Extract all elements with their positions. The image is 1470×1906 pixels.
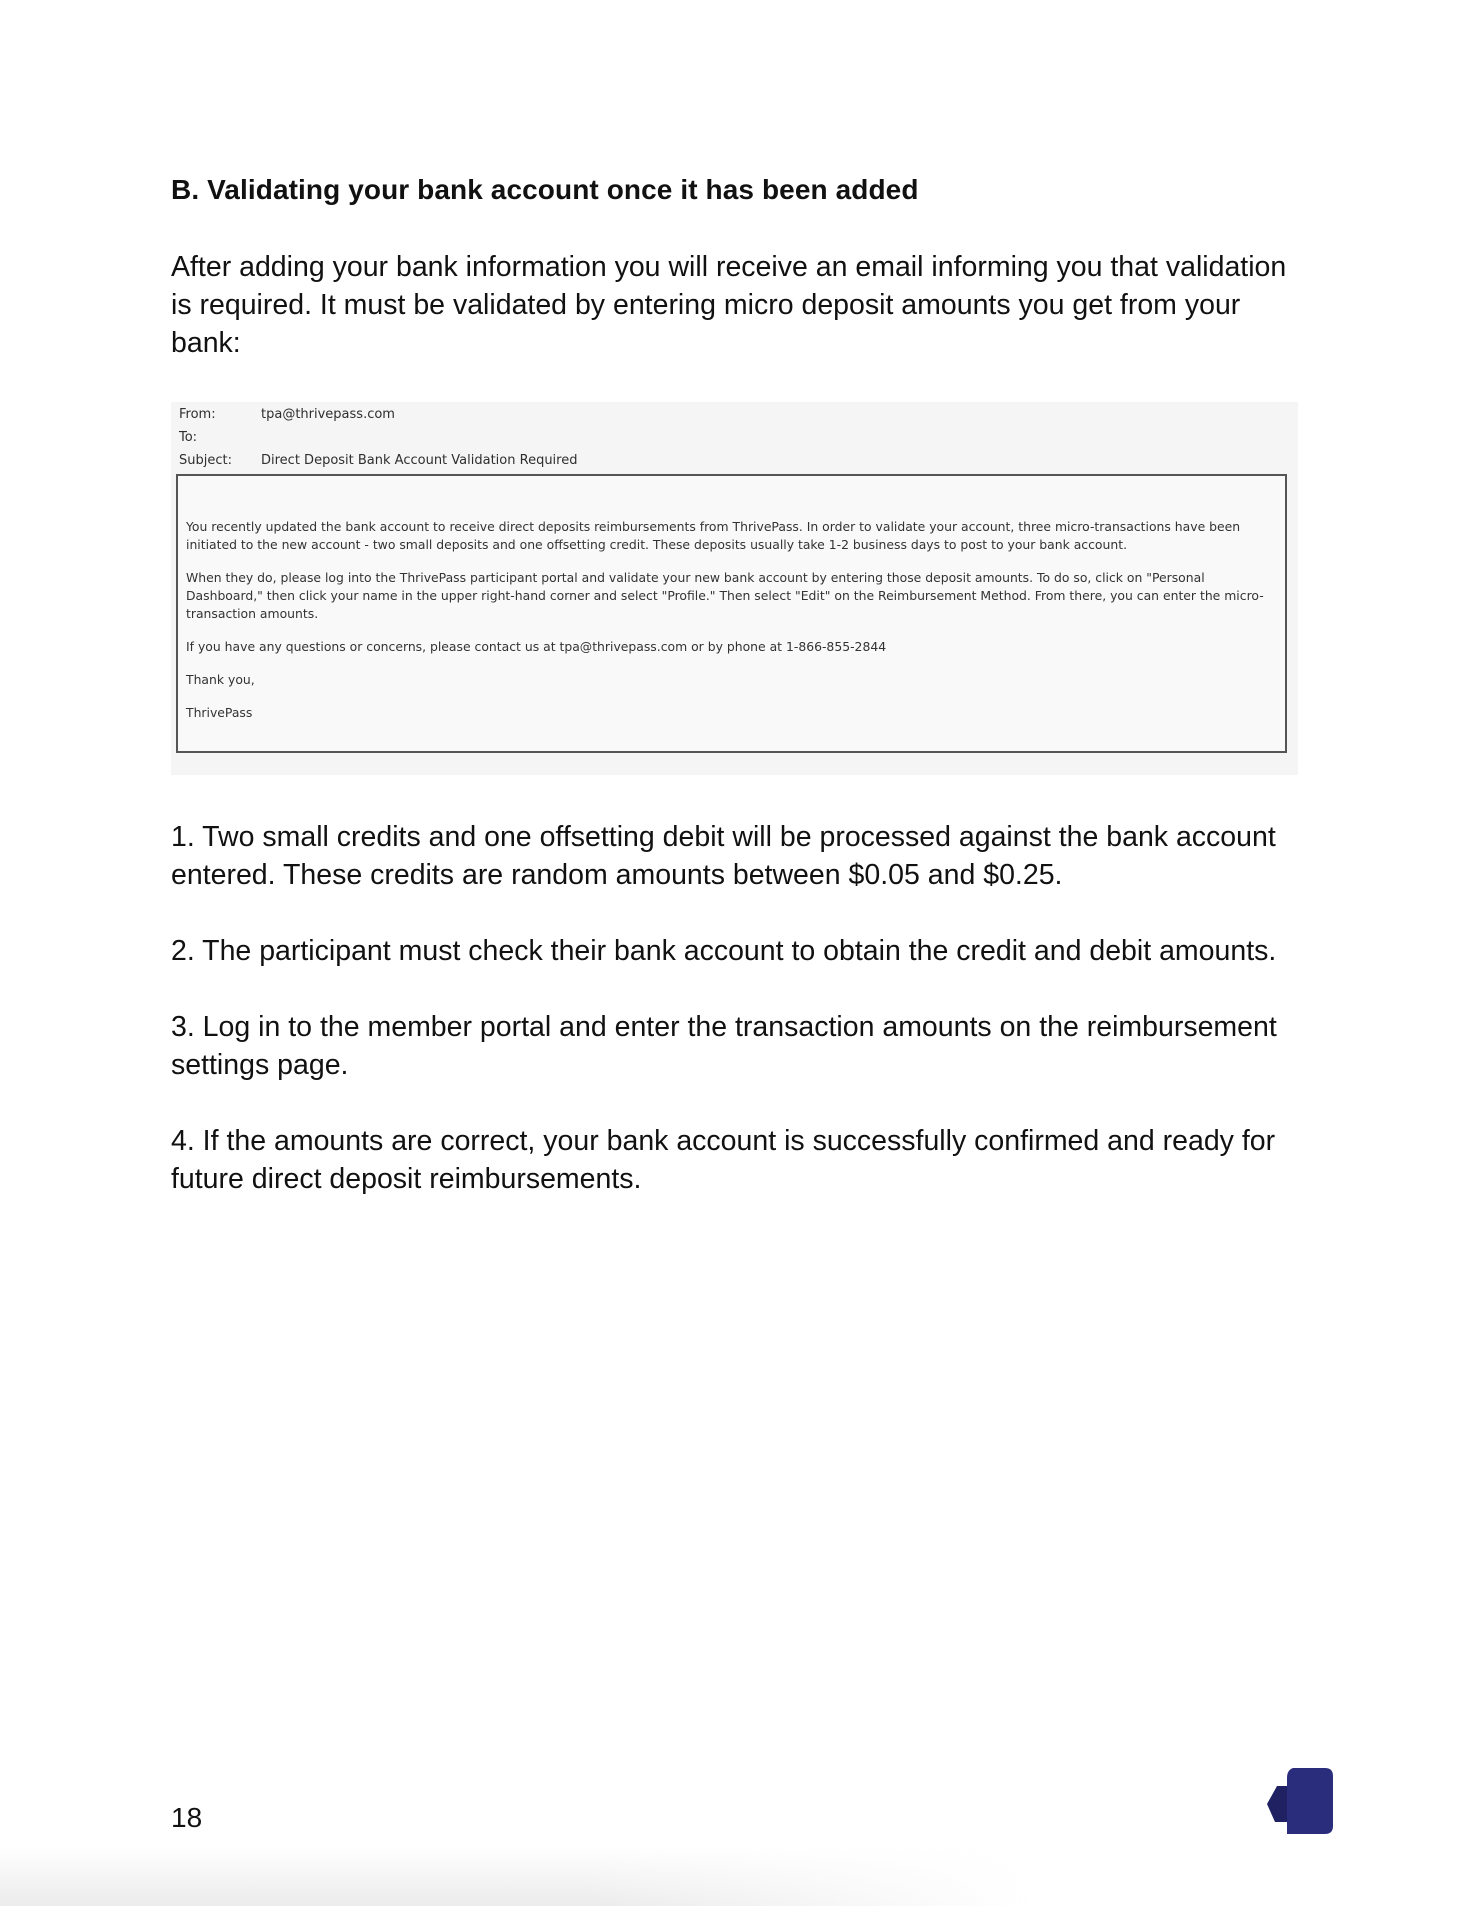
email-body-paragraph: If you have any questions or concerns, please contact us at tpa@thrivepass.com or by phone at 1-866-855-2844: [186, 639, 887, 654]
email-to-row: [179, 428, 261, 448]
step-item: 4. If the amounts are correct, your bank account is successfully confirmed and ready for future direct deposit reimbursements.: [171, 1125, 1276, 1195]
email-to-label: To:: [179, 430, 198, 445]
step-item: 1. Two small credits and one offsetting debit will be processed against the bank account entered. These credits are random amounts between $0.05 and $0.25.: [171, 821, 1276, 891]
email-from-value: tpa@thrivepass.com: [261, 407, 395, 422]
email-from-label: From:: [179, 407, 216, 422]
email-body-paragraph: When they do, please log into the ThrivePass participant portal and validate your new bank account by entering those deposit amounts. To do so, click on "Personal Dashboard," then click your name in the upper right-hand corner and select "Profile." Then select "Edit" on the Reimbursement Method. From there, you can enter the micro-transaction amounts.: [186, 570, 1264, 621]
email-body-paragraph: You recently updated the bank account to receive direct deposits reimbursements from ThrivePass. In order to validate your account, three micro-transactions have been initiated to the new account - two small deposits and one offsetting credit. These deposits usually take 1-2 business days to post to your bank account.: [186, 519, 1241, 552]
email-subject-value: Direct Deposit Bank Account Validation Required: [261, 453, 578, 468]
step-item: 2. The participant must check their bank account to obtain the credit and debit amounts.: [171, 935, 1277, 967]
email-body-paragraph: Thank you,: [186, 672, 255, 687]
email-screenshot: [171, 402, 1298, 775]
email-body: [176, 474, 1287, 753]
section-heading: B. Validating your bank account once it has been added: [171, 174, 919, 205]
email-subject-label: Subject:: [179, 453, 232, 468]
brand-logo-icon: [1263, 1764, 1337, 1838]
steps-list: [171, 818, 1311, 1236]
page-number: 18: [171, 1802, 203, 1833]
email-subject-row: [179, 451, 577, 471]
page-bottom-shadow: [0, 1846, 1470, 1906]
email-body-paragraph: ThrivePass: [186, 705, 253, 720]
intro-paragraph: After adding your bank information you will receive an email informing you that validation is required. It must be validated by entering micro deposit amounts you get from your bank:: [171, 251, 1287, 359]
step-item: 3. Log in to the member portal and enter the transaction amounts on the reimbursement settings page.: [171, 1011, 1277, 1081]
email-from-row: [179, 405, 395, 425]
